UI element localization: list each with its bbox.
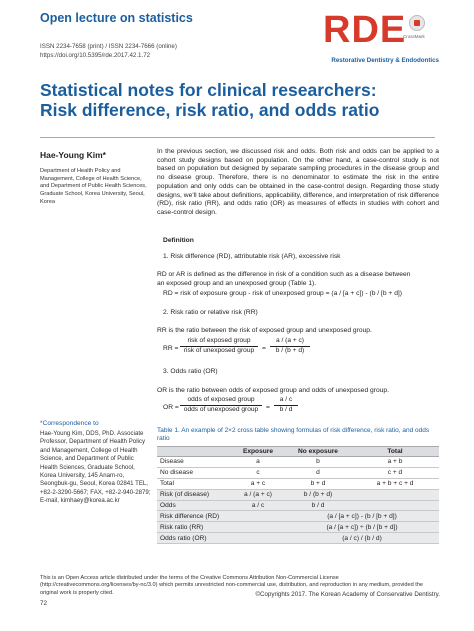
table-row bbox=[157, 457, 439, 468]
table-cell: a bbox=[231, 457, 285, 468]
rr-text: RR is the ratio between the risk of exposed group and unexposed group. bbox=[157, 327, 372, 334]
table-summary-row bbox=[157, 522, 439, 533]
table-summary-row bbox=[157, 511, 439, 522]
page-number: 72 bbox=[40, 600, 48, 607]
table-cell: a + c bbox=[231, 478, 285, 489]
rr-prefix: RR = bbox=[163, 345, 179, 352]
rr-numerator: risk of exposed group bbox=[180, 337, 258, 347]
or-text: OR is the ratio between odds of exposed group and odds of unexposed group. bbox=[157, 387, 389, 394]
or-numerator: odds of exposed group bbox=[180, 396, 262, 406]
crossmark-label: CrossMark bbox=[403, 34, 425, 39]
table-header-cell: No exposure bbox=[285, 447, 351, 457]
table-cell: b + d bbox=[285, 478, 351, 489]
table-header-cell bbox=[157, 447, 231, 457]
table-cell: b / d bbox=[285, 500, 351, 511]
rr-denominator: risk of unexposed group bbox=[183, 347, 255, 354]
issn-line: ISSN 2234-7658 (print) / ISSN 2234-7666 (online) bbox=[40, 43, 177, 50]
table-header-cell: Total bbox=[351, 447, 439, 457]
table-cell: b / (b + d) bbox=[285, 489, 351, 500]
doi-link[interactable]: https://doi.org/10.5395/rde.2017.42.1.72 bbox=[40, 52, 151, 59]
author-name: Hae-Young Kim* bbox=[40, 150, 106, 160]
table-cell: No disease bbox=[157, 467, 231, 478]
or-denominator: odds of unexposed group bbox=[183, 406, 259, 413]
correspondence-details: Hae-Young Kim, DDS, PhD. Associate Professor, Department of Health Policy and Management, College of Health Science, and Department of Public Health Sciences, Graduate School, Korea University, 145 Anam-ro, Seongbuk-gu, Seoul, Korea 02841 TEL, +82-2-3290-5667; FAX, +82-2-940-2879; E-mail, kimhaey@korea.ac.kr bbox=[40, 430, 151, 505]
copyright-notice: ©Copyrights 2017. The Korean Academy of Conservative Dentistry. bbox=[255, 591, 440, 598]
or-prefix: OR = bbox=[163, 404, 179, 411]
table-row bbox=[157, 478, 439, 489]
journal-name: Restorative Dentistry & Endodontics bbox=[331, 57, 439, 64]
table-cell: Odds ratio (OR) bbox=[157, 533, 231, 544]
table-cell: a / c bbox=[231, 500, 285, 511]
rr-denominator-formula: b / (b + d) bbox=[275, 347, 305, 354]
rd-text-2: an exposed group and an unexposed group (Table 1). bbox=[157, 280, 317, 287]
table-row bbox=[157, 467, 439, 478]
definition-item-3: 3. Odds ratio (OR) bbox=[163, 368, 218, 375]
or-numerator-formula: a / c bbox=[274, 396, 298, 406]
table-row bbox=[157, 489, 439, 500]
table-caption: Table 1. An example of 2×2 cross table showing formulas of risk difference, risk ratio, and odds ratio bbox=[157, 427, 430, 443]
table-cell: d bbox=[285, 467, 351, 478]
or-denominator-formula: b / d bbox=[279, 406, 293, 413]
article-title-line2: Risk difference, risk ratio, and odds ratio bbox=[40, 100, 380, 120]
rr-fraction-symbols bbox=[270, 337, 310, 355]
table-cell: (a / [a + c]) ÷ (b / [b + d]) bbox=[285, 522, 439, 533]
or-fraction-words bbox=[180, 396, 262, 414]
correspondence-heading: *Correspondence to bbox=[40, 420, 99, 427]
intro-paragraph: In the previous section, we discussed risk and odds. Both risk and odds can be applied to a cohort study designs based on population. On the other hand, a case-control study is not based on population but designed by separate sampling procedures in the disease group and no disease group. Therefore, there is no denominator to estimate the risk in the entire population and only odds can be obtained in the case-control design. Regarding those study designs, we'll take about definitions, applicability, difference, and interpretation of risk difference (RD), risk ratio (RR), and odds ratio (OR) as measures of effects in studies with cohort and case-control design. bbox=[157, 148, 439, 216]
rd-formula: RD = risk of exposure group - risk of unexposed group = (a / [a + c]) - (b / [b + d]) bbox=[163, 290, 403, 297]
table-header-cell: Exposure bbox=[231, 447, 285, 457]
license-notice: This is an Open Access article distributed under the terms of the Creative Commons Attribution Non-Commercial License (http://creativecommons.org/licenses/by-nc/3.0) which permits unrestricted non-commercial use, distribution, and reproduction in any medium, provided the original work is properly cited. bbox=[40, 575, 424, 596]
table-cell: a / (a + c) bbox=[231, 489, 285, 500]
table-cell bbox=[351, 500, 439, 511]
section-label: Open lecture on statistics bbox=[40, 11, 193, 25]
table-cell: (a / [a + c]) - (b / [b + d]) bbox=[285, 511, 439, 522]
table-header-row bbox=[157, 447, 439, 457]
table-cell: (a / c) / (b / d) bbox=[285, 533, 439, 544]
rr-equals: = bbox=[262, 345, 266, 352]
table-cell: c + d bbox=[351, 467, 439, 478]
table-cell: Risk difference (RD) bbox=[157, 511, 231, 522]
table-cell: Total bbox=[157, 478, 231, 489]
table-cell bbox=[351, 489, 439, 500]
cross-table bbox=[157, 446, 439, 544]
logo-letters: RDE bbox=[323, 9, 407, 51]
article-title-line1: Statistical notes for clinical researchers: bbox=[40, 80, 377, 100]
table-cell: a + b bbox=[351, 457, 439, 468]
table-cell: b bbox=[285, 457, 351, 468]
rd-text-1: RD or AR is defined as the difference in risk of a condition such as a disease between bbox=[157, 271, 411, 278]
table-row bbox=[157, 500, 439, 511]
definition-heading: Definition bbox=[163, 237, 194, 244]
table-summary-row bbox=[157, 533, 439, 544]
title-divider bbox=[40, 137, 435, 138]
table-cell: Odds bbox=[157, 500, 231, 511]
table-cell: Risk ratio (RR) bbox=[157, 522, 231, 533]
table-cell: Risk (of disease) bbox=[157, 489, 231, 500]
rr-numerator-formula: a / (a + c) bbox=[270, 337, 310, 347]
crossmark-icon[interactable] bbox=[409, 15, 425, 31]
rr-fraction-words bbox=[180, 337, 258, 355]
table-cell: Disease bbox=[157, 457, 231, 468]
definition-item-2: 2. Risk ratio or relative risk (RR) bbox=[163, 309, 258, 316]
or-equals: = bbox=[266, 404, 270, 411]
or-fraction-symbols bbox=[274, 396, 298, 414]
table-cell: a + b + c + d bbox=[351, 478, 439, 489]
author-affiliation: Department of Health Policy and Management, College of Health Science, and Department of Public Health Sciences, Graduate School, Korea University, Seoul, Korea bbox=[40, 168, 147, 205]
table-cell: c bbox=[231, 467, 285, 478]
definition-item-1: 1. Risk difference (RD), attributable risk (AR), excessive risk bbox=[163, 253, 341, 260]
